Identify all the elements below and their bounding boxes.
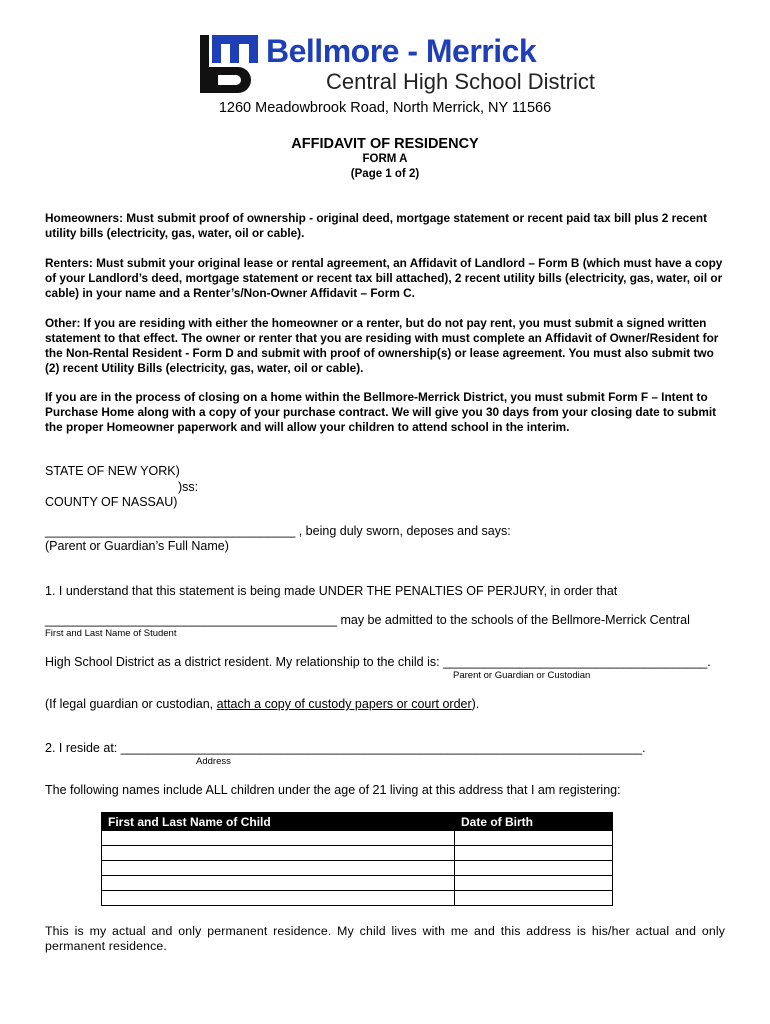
other-instructions: Other: If you are residing with either the homeowner or a renter, but do not pay rent, you must submit a signed written statement to that effect. The owner or renter that you are residing with must complete an Affidavit of Owner/Resident for the Non-Rental Resident - Form D and submit with proof of ownership(s) or lease agreement. You must also submit two (2) recent Utility Bills (electricity, gas, water, oil or cable).: [45, 316, 719, 375]
reside-address-line[interactable]: 2. I reside at: ___________________________________________________________________________.: [45, 741, 646, 755]
form-title: AFFIDAVIT OF RESIDENCY: [291, 136, 479, 152]
col-child-name: First and Last Name of Child: [102, 813, 455, 831]
custody-note-suffix: ).: [471, 697, 480, 711]
venue-county: COUNTY OF NASSAU): [45, 495, 178, 509]
guardian-name-caption: (Parent or Guardian’s Full Name): [45, 539, 229, 553]
table-row: [102, 831, 613, 846]
address-caption: Address: [196, 756, 231, 767]
col-date-of-birth: Date of Birth: [455, 813, 613, 831]
children-table: [101, 812, 613, 906]
custody-note: [45, 697, 479, 711]
table-row: [102, 891, 613, 906]
student-name-caption: First and Last Name of Student: [45, 628, 177, 639]
child-name-cell[interactable]: [102, 831, 455, 846]
child-dob-cell[interactable]: [455, 831, 613, 846]
child-name-cell[interactable]: [102, 846, 455, 861]
district-address: 1260 Meadowbrook Road, North Merrick, NY 11566: [218, 100, 552, 116]
children-intro: The following names include ALL children under the age of 21 living at this address that I am registering:: [45, 783, 621, 797]
logo-title: Bellmore - Merrick: [266, 33, 537, 69]
child-dob-cell[interactable]: [455, 846, 613, 861]
relationship-caption: Parent or Guardian or Custodian: [453, 670, 591, 681]
table-row: [102, 876, 613, 891]
logo-subtitle: Central High School District: [326, 69, 595, 94]
renters-instructions: Renters: Must submit your original lease or rental agreement, an Affidavit of Landlord – Form B (which must have a copy of your Landlord’s deed, mortgage statement or recent tax bill attached), 2 recent utility bills (electricity, gas, water, oil or cable) in your name and a Renter’s/Non-Owner Affidavit – Form C.: [45, 256, 723, 300]
guardian-name-line[interactable]: ____________________________________ , being duly sworn, deposes and says:: [45, 524, 511, 538]
table-row: [102, 861, 613, 876]
custody-papers-note: attach a copy of custody papers or court order: [216, 697, 472, 711]
child-name-cell[interactable]: [102, 876, 455, 891]
child-dob-cell[interactable]: [455, 861, 613, 876]
student-name-line[interactable]: __________________________________________ may be admitted to the schools of the Bellmore-Merrick Central: [45, 613, 690, 627]
form-label: FORM A: [362, 153, 408, 165]
child-dob-cell[interactable]: [455, 891, 613, 906]
relationship-line[interactable]: High School District as a district resident. My relationship to the child is: ______________________________________.: [45, 655, 711, 669]
venue-state: STATE OF NEW YORK): [45, 464, 180, 478]
venue-ss: )ss:: [178, 480, 199, 494]
page-label: (Page 1 of 2): [350, 168, 420, 180]
child-name-cell[interactable]: [102, 861, 455, 876]
custody-note-prefix: (If legal guardian or custodian,: [45, 697, 217, 711]
district-logo: [200, 33, 595, 95]
perjury-statement: 1. I understand that this statement is being made UNDER THE PENALTIES OF PERJURY, in order that: [45, 584, 618, 598]
bm-logo-icon: [200, 33, 260, 95]
table-row: [102, 846, 613, 861]
closing-instructions: If you are in the process of closing on a home within the Bellmore-Merrick District, you must submit Form F – Intent to Purchase Home along with a copy of your purchase contract. We will give you 30 days from your closing date to submit the proper Homeowner paperwork and will allow your children to attend school in the interim.: [45, 390, 717, 434]
residence-statement: This is my actual and only permanent residence. My child lives with me and this address is his/her actual and only permanent residence.: [45, 924, 725, 953]
child-name-cell[interactable]: [102, 891, 455, 906]
homeowners-instructions: Homeowners: Must submit proof of ownership - original deed, mortgage statement or recent paid tax bill plus 2 recent utility bills (electricity, gas, water, oil or cable).: [45, 211, 708, 240]
child-dob-cell[interactable]: [455, 876, 613, 891]
